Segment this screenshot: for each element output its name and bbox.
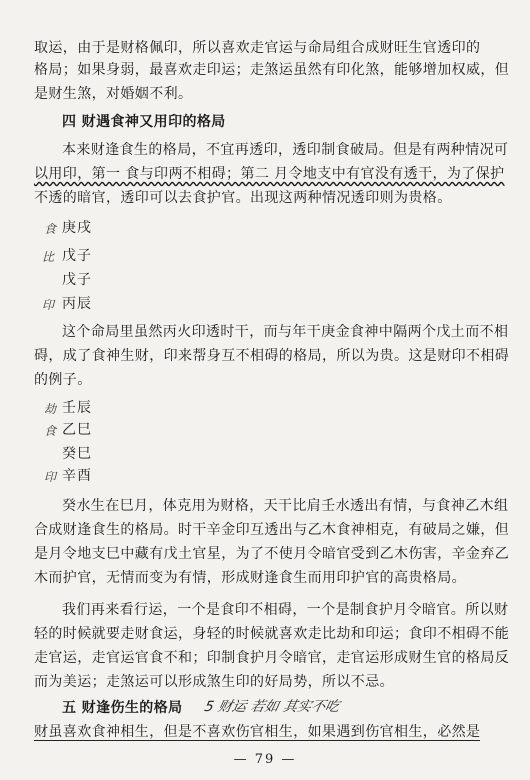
- text-line: 是月令地支巳中藏有戊土官星，为了不使月令暗官受到乙木伤害，辛金弃乙: [34, 546, 510, 562]
- text-line: 癸水生在巳月，体克用为财格，天干比肩壬水透出有情，与食神乙木组: [62, 498, 509, 514]
- text-line: 是财生煞，对婚姻不利。: [34, 86, 193, 102]
- text-line: 以用印，第一 食与印两不相碍；第二 月令地支中有官没有透干，为了保护: [34, 166, 505, 182]
- pillar: 戊子: [62, 248, 92, 264]
- pillar: 壬辰: [62, 400, 92, 416]
- text-line: 合成财逢食生的格局。时干辛金印互透出与乙木食神相克，有破局之嫌，但: [34, 522, 510, 538]
- margin-note: 食: [44, 222, 57, 236]
- handwritten-note: 5 财运 若如 其实不吃: [203, 699, 341, 715]
- pillar: 庚戌: [62, 220, 92, 236]
- text-line: 木而护官，无情而变为有情，形成财逢食生而用印护官的高贵格局。: [34, 570, 466, 586]
- text-line: 碍，成了食神生财，印来帮身互不相碍的格局，所以为贵。这是财印不相碍: [34, 348, 510, 364]
- section-heading: 五 财逢伤生的格局: [62, 700, 183, 716]
- text-line: 本来财逢食生的格局，不宜再透印，透印制食破局。但是有两种情况可: [62, 142, 509, 158]
- underlined-text: 财虽喜欢食神相生，但是不喜欢伤官相生，如果遇到伤官相生，必然是: [34, 724, 481, 740]
- text-line: 走官运，走官运官食不和；印制食护月令暗官，走官运形成财生官的格局反: [34, 650, 510, 666]
- pillar: 辛酉: [62, 468, 92, 484]
- pillar: 乙巳: [62, 422, 92, 438]
- page-number: — 79 —: [233, 752, 297, 767]
- margin-note: 比: [42, 250, 55, 264]
- text-line: 轻的时候就要走财食运，身轻的时候就喜欢走比劫和印运；食印不相碍不能: [34, 626, 510, 642]
- pillar: 戊子: [62, 272, 92, 288]
- pillar: 癸巳: [62, 446, 92, 462]
- text-line: 这个命局里虽然丙火印透时干，而与年干庚金食神中隔两个戊土而不相: [62, 324, 509, 340]
- margin-note: 印: [44, 470, 57, 484]
- pillar: 丙辰: [62, 296, 92, 312]
- margin-note: 印: [42, 298, 55, 312]
- text-line: 格局；如果身弱，最喜欢走印运；走煞运虽然有印化煞，能够增加权威，但: [34, 62, 510, 78]
- text-line: 而为美运；走煞运可以形成煞生印的好局势，所以不忌。: [34, 674, 394, 690]
- margin-note: 劫: [44, 402, 57, 416]
- text-line: 不透的暗官，透印可以去食护官。出现这两种情况透印则为贵格。: [34, 190, 452, 206]
- text-line: 取运，由于是财格佩印，所以喜欢走官运与命局组合成财旺生官透印的: [34, 40, 481, 56]
- text-line: 我们再来看行运，一个是食印不相碍，一个是制食护月令暗官。所以财: [62, 602, 509, 618]
- section-heading: 四 财遇食神又用印的格局: [62, 114, 226, 130]
- text-line: 的例子。: [34, 372, 92, 388]
- margin-note: 食: [44, 424, 57, 438]
- text-line: [34, 722, 512, 742]
